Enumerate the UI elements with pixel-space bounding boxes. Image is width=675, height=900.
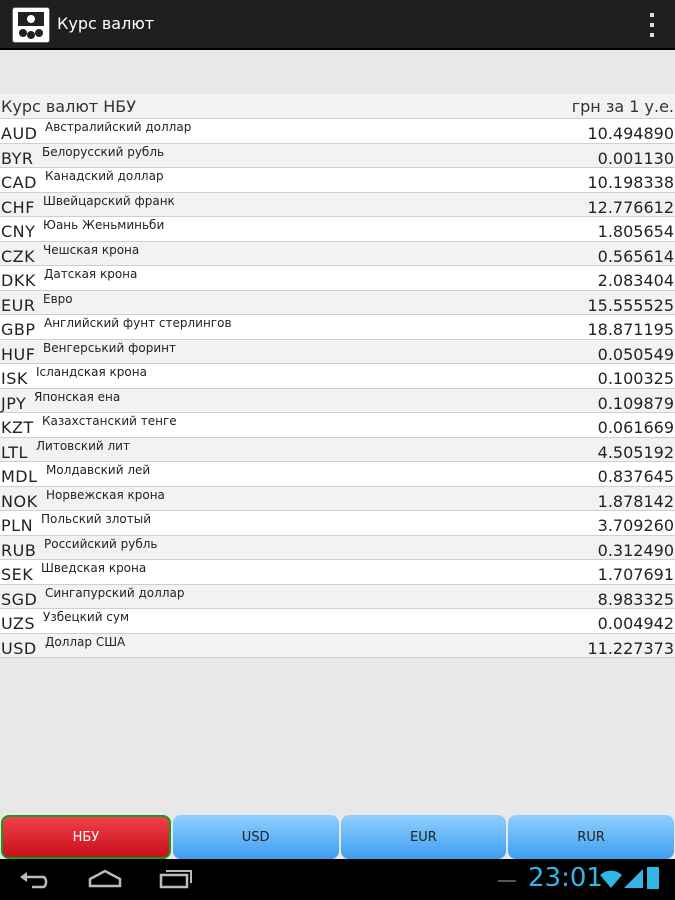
rates-table [0,94,675,658]
currency-code: LTL [1,442,28,462]
currency-code: PLN [1,516,34,535]
battery-charging-icon [647,867,659,889]
tab-nbu[interactable]: НБУ [1,815,171,859]
currency-exchange-app-icon[interactable] [12,7,50,43]
currency-rate: 10.494890 [587,124,674,143]
table-row[interactable] [0,291,675,316]
currency-name: Молдавский лей [46,463,151,477]
action-bar [0,0,675,50]
table-row[interactable] [0,609,675,634]
table-row[interactable] [0,266,675,291]
currency-code: CHF [1,197,35,217]
currency-code: EUR [1,295,36,315]
currency-name: Юань Женьминьби [43,218,165,232]
table-row[interactable] [0,585,675,610]
table-row[interactable] [0,438,675,463]
currency-name: Белорусский рубль [42,144,165,159]
currency-rate: 4.505192 [597,442,674,462]
table-row[interactable] [0,193,675,218]
notification-indicator [498,880,516,882]
currency-rate: 0.565614 [597,246,674,266]
currency-code: DKK [1,271,36,290]
table-row[interactable] [0,634,675,659]
currency-name: Норвежская крона [46,487,165,502]
back-icon[interactable] [18,869,54,889]
table-row[interactable] [0,413,675,438]
currency-code: HUF [1,344,36,364]
app-title: Курс валют [57,14,155,33]
tab-rur[interactable]: RUR [508,815,674,859]
currency-code: SEK [1,565,34,584]
currency-rate: 0.001130 [597,148,674,168]
currency-rate: 18.871195 [587,320,674,339]
currency-name: Российский рубль [44,536,158,551]
currency-code: CNY [1,222,36,241]
currency-code: JPY [1,393,27,413]
table-row[interactable] [0,168,675,193]
currency-code: USD [1,638,37,658]
currency-rate: 0.100325 [597,369,674,388]
currency-rate: 3.709260 [597,516,674,535]
currency-rate: 1.707691 [597,565,674,584]
tab-eur[interactable]: EUR [341,815,507,859]
currency-name: Сингапурский доллар [45,585,185,600]
currency-rate: 11.227373 [587,638,674,658]
currency-name: Литовский лит [36,438,130,453]
currency-code: ISK [1,369,28,388]
table-row[interactable] [0,462,675,487]
status-clock: 23:01 [528,863,603,893]
currency-code: RUB [1,540,37,560]
currency-rate: 0.004942 [597,614,674,633]
currency-rate: 1.805654 [597,222,674,241]
currency-code: GBP [1,320,36,339]
currency-code: CZK [1,246,36,266]
currency-rate: 0.109879 [597,393,674,413]
table-header [0,94,675,119]
table-row[interactable] [0,487,675,512]
table-header-title: Курс валют НБУ [1,97,136,116]
table-row[interactable] [0,536,675,561]
currency-rate: 0.837645 [597,467,674,486]
currency-code: CAD [1,173,37,192]
table-row[interactable] [0,217,675,242]
currency-rate: 10.198338 [587,173,674,192]
currency-name: Японская ена [34,389,121,404]
currency-rate: 0.312490 [597,540,674,560]
currency-name: Венгерський форинт [43,340,176,355]
currency-name: Шведская крона [41,561,147,575]
currency-name: Ісландская крона [36,365,147,379]
tab-bar [0,815,675,859]
table-header-units: грн за 1 у.е. [571,97,674,116]
system-navigation-bar [0,859,675,900]
table-row[interactable] [0,511,675,536]
table-row[interactable] [0,364,675,389]
currency-rate: 2.083404 [597,271,674,290]
table-row[interactable] [0,560,675,585]
signal-icon [624,869,644,893]
currency-code: NOK [1,491,38,511]
currency-rate: 0.061669 [597,418,674,437]
currency-name: Евро [43,291,73,306]
currency-name: Канадский доллар [45,169,164,183]
currency-name: Английский фунт стерлингов [44,316,232,330]
currency-code: AUD [1,124,38,143]
currency-rate: 12.776612 [587,197,674,217]
main-content [0,50,675,810]
table-row[interactable] [0,119,675,144]
currency-rate: 8.983325 [597,589,674,609]
currency-code: UZS [1,614,36,633]
currency-name: Доллар США [45,634,126,649]
currency-name: Австралийский доллар [45,120,192,134]
overflow-menu-icon[interactable] [647,13,657,37]
tab-usd[interactable]: USD [173,815,339,859]
currency-name: Швейцарский франк [43,193,175,208]
currency-code: KZT [1,418,34,437]
recent-apps-icon[interactable] [158,869,194,889]
currency-name: Чешская крона [43,242,140,257]
currency-rate: 0.050549 [597,344,674,364]
table-row[interactable] [0,315,675,340]
currency-code: BYR [1,148,34,168]
currency-rate: 1.878142 [597,491,674,511]
currency-code: SGD [1,589,38,609]
table-row[interactable] [0,144,675,169]
currency-rate: 15.555525 [587,295,674,315]
table-row[interactable] [0,389,675,414]
currency-name: Польский злотый [41,512,152,526]
currency-name: Казахстанский тенге [42,414,177,428]
currency-name: Датская крона [44,267,138,281]
currency-code: MDL [1,467,38,486]
table-row[interactable] [0,242,675,267]
table-row[interactable] [0,340,675,365]
home-icon[interactable] [87,869,123,889]
wifi-icon [600,869,622,893]
currency-name: Узбецкий сум [43,610,130,624]
